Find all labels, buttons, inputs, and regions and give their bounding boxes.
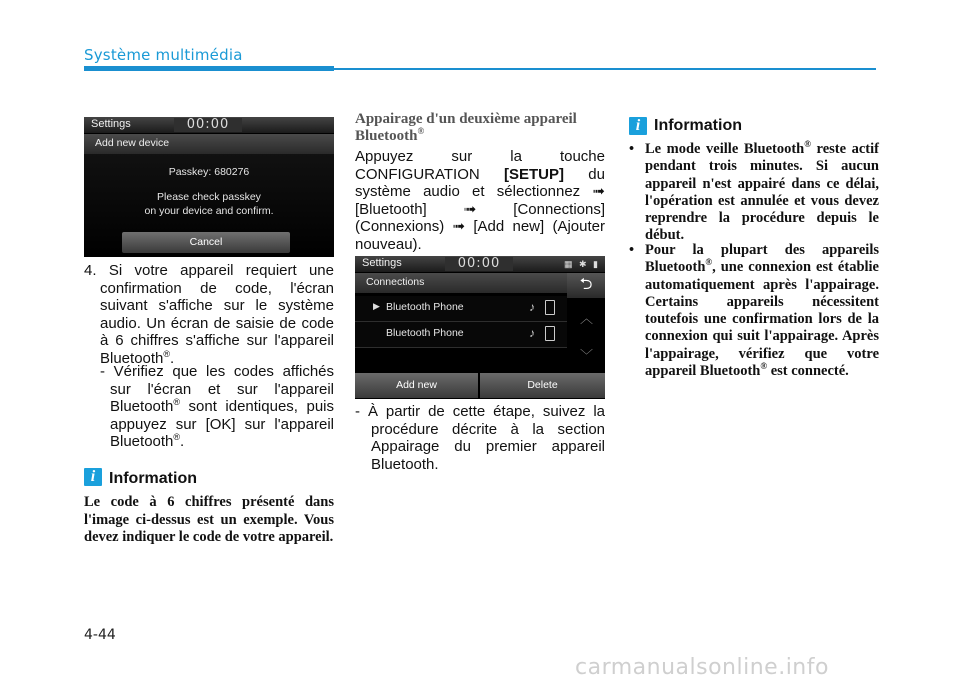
reg-mark: ®	[417, 126, 425, 136]
scroll-down-icon[interactable]: ﹀	[579, 348, 593, 363]
watermark: carmanualsonline.info	[575, 655, 829, 680]
step-4	[84, 262, 334, 367]
music-icon: ♪	[529, 300, 535, 314]
bullet-text	[629, 141, 879, 245]
step-text: Si votre appareil requiert une confirmation de code, l'écran suivant s'affiche sur le système audio. Un écran de saisie de code à 6 chiffres s'affiche sur l'appareil Bluetooth	[100, 262, 334, 367]
sub-text-b: sont identiques, puis appuyez sur [OK] sur l'appareil Bluetooth	[110, 398, 334, 450]
music-icon: ♪	[529, 326, 535, 340]
step-4-sub	[100, 363, 334, 451]
section-title: Système multimédia	[84, 46, 243, 64]
subheader	[84, 134, 334, 154]
setup-key: [SETUP]	[504, 165, 565, 183]
screenshot-connections	[355, 256, 605, 399]
screen-title: Settings	[91, 118, 131, 130]
status-icons: ▦ ✱ ▮	[564, 259, 600, 269]
b1-text-a: Le mode veille Bluetooth	[645, 141, 805, 157]
info-icon: i	[629, 117, 647, 135]
reg-mark: ®	[705, 257, 713, 268]
connections-label: Connections	[366, 276, 425, 288]
step-number: 4.	[84, 262, 97, 279]
pairing-text-a: Appuyez sur la touche CONFIGURATION	[355, 148, 605, 183]
reg-mark: ®	[173, 397, 181, 407]
info-title: Information	[109, 470, 197, 487]
phone-icon	[545, 300, 555, 315]
info-text: Le code à 6 chiffres présenté dans l'image ci-dessus est un exemple. Vous devez indiquer le code de votre appareil.	[84, 494, 334, 545]
scroll-up-icon[interactable]: ︿	[579, 311, 593, 326]
pairing-instructions	[355, 148, 605, 253]
b1-text-b: reste actif pendant trois minutes. Si aucun appareil n'est appairé dans ce délai, l'opération est annulée et vous devez reprendre la procédure depuis le début.	[645, 141, 879, 244]
status-bar	[355, 256, 605, 272]
info-icon: i	[84, 468, 102, 486]
message-line-2: on your device and confirm.	[144, 205, 274, 217]
step-text-end: .	[170, 349, 175, 367]
device-row[interactable]	[355, 296, 567, 322]
message-line-1: Please check passkey	[157, 191, 261, 203]
cancel-button[interactable]: Cancel	[122, 232, 290, 253]
bullet: •	[629, 141, 635, 157]
device-name: Bluetooth Phone	[386, 327, 464, 339]
sub-text-a: Vérifiez que les codes affichés sur l'écran et sur l'appareil Bluetooth	[110, 363, 334, 415]
info-bullet-1	[629, 141, 879, 245]
header-rule-thin	[334, 68, 876, 70]
header-rule-thick	[84, 66, 334, 71]
reg-mark: ®	[173, 432, 181, 442]
b2-text-a: Pour la plupart des appareils Bluetooth	[645, 242, 879, 276]
clock: 00:00	[445, 257, 513, 271]
b2-text-c: est connecté.	[767, 363, 849, 380]
device-row[interactable]	[355, 322, 567, 348]
connections-header	[355, 273, 567, 293]
pairing-heading-text: Appairage d'un deuxième appareil Bluetooth	[355, 111, 577, 144]
play-icon: ▶	[373, 301, 380, 311]
back-icon[interactable]: ⮌	[567, 273, 605, 298]
screen-title: Settings	[362, 257, 402, 269]
phone-icon	[545, 326, 555, 341]
add-new-button[interactable]: Add new	[355, 373, 478, 398]
page-number: 4-44	[84, 627, 116, 643]
bullet: •	[629, 242, 635, 258]
followup-dash: -	[355, 403, 360, 420]
bullet-text	[629, 242, 879, 380]
b2-text-b: , une connexion est établie automatiquement après l'appairage. Certains appareils nécessitent toutefois une confirmation lors de la connexion qui suit l'appairage. Après l'appairage, vérifiez que votre appareil Bluetooth	[645, 259, 879, 380]
subheader-label: Add new device	[95, 137, 170, 149]
reg-mark: ®	[804, 139, 811, 150]
pairing-heading	[355, 111, 605, 145]
pairing-text-b: du système audio et sélectionnez ➟ [Bluetooth] ➟ [Connections] (Connexions) ➟ [Add new] (Ajouter nouveau).	[355, 165, 605, 253]
followup-text: À partir de cette étape, suivez la procédure décrite à la section Appairage du premier appareil Bluetooth.	[367, 403, 605, 473]
delete-button[interactable]: Delete	[480, 373, 605, 398]
pairing-followup	[355, 403, 605, 473]
reg-mark: ®	[163, 348, 171, 359]
status-bar	[84, 117, 334, 133]
passkey-text: Passkey: 680276	[168, 166, 250, 178]
info-bullet-2	[629, 242, 879, 380]
info-title: Information	[654, 117, 742, 134]
device-name: Bluetooth Phone	[386, 301, 464, 313]
clock: 00:00	[174, 118, 242, 132]
reg-mark: ®	[760, 361, 768, 372]
sub-dash: -	[100, 363, 105, 380]
sub-text-c: .	[180, 433, 185, 450]
screenshot-add-new-device	[84, 117, 334, 257]
